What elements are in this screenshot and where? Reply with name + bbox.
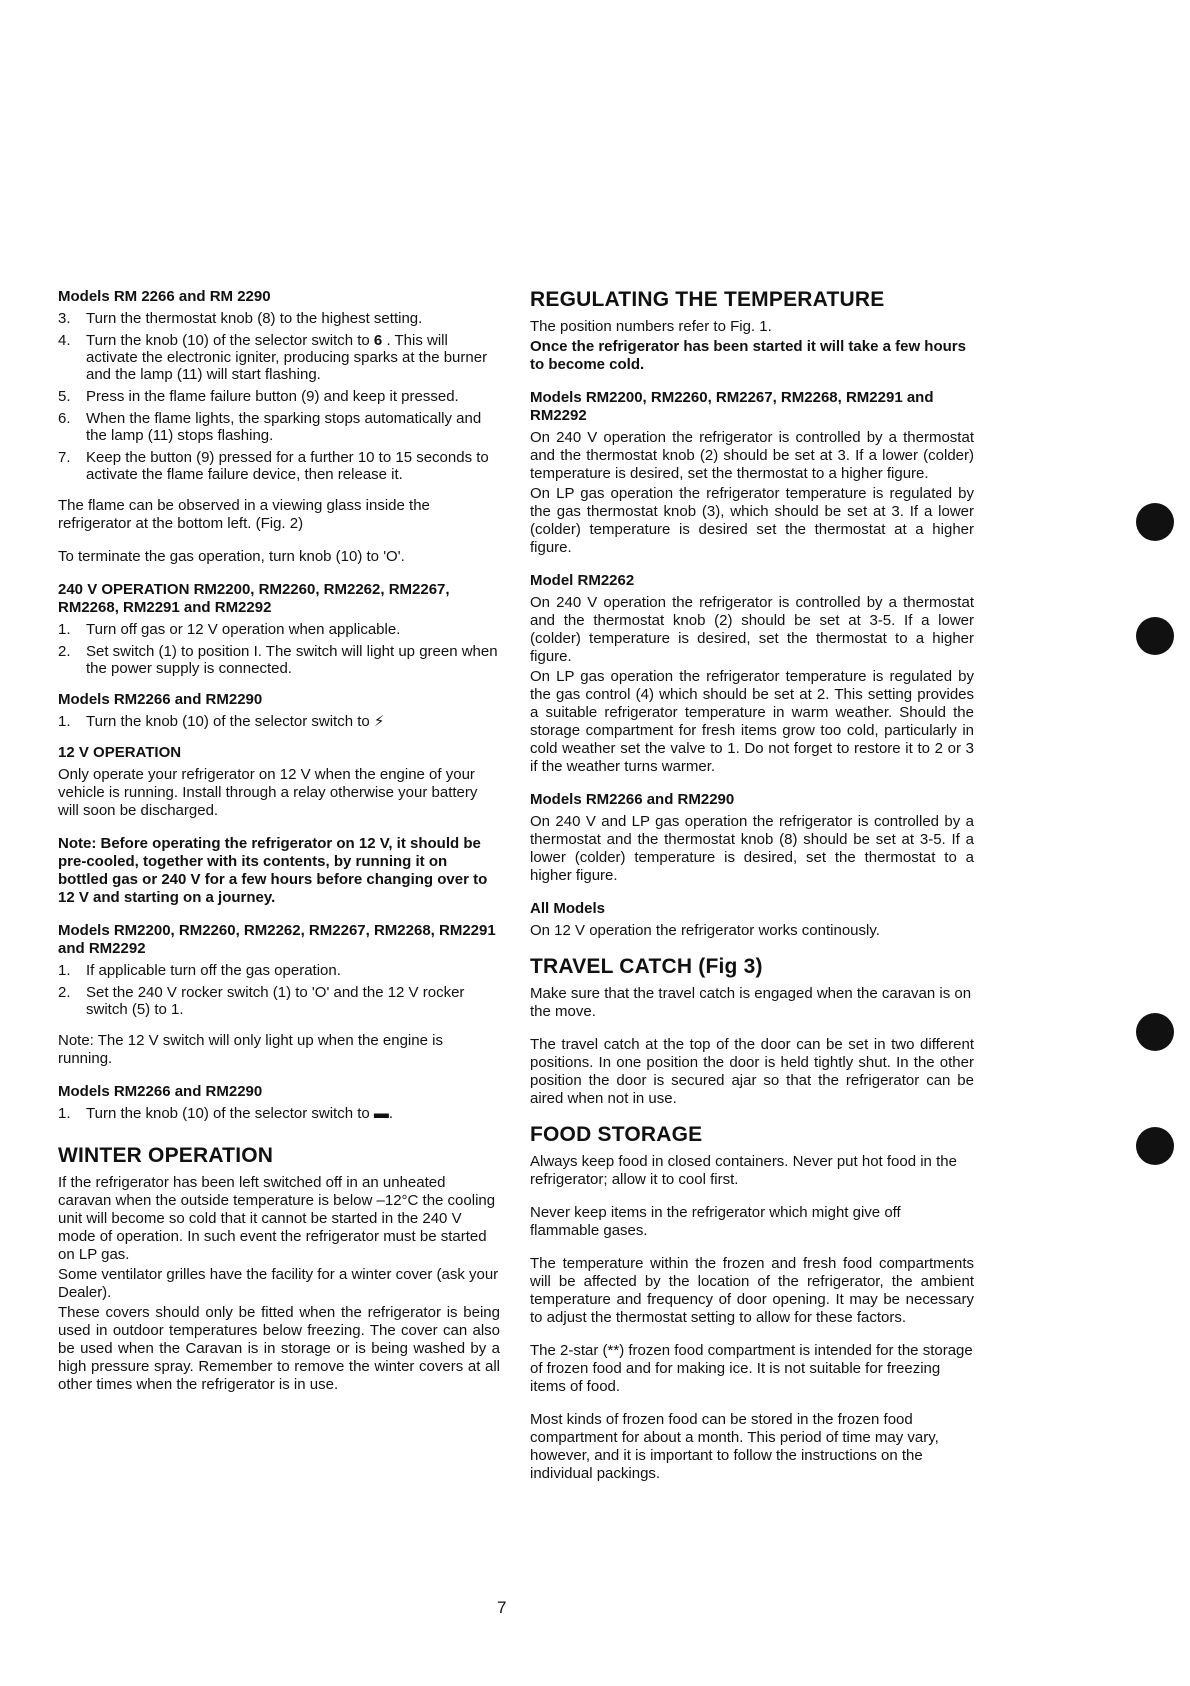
list-item: 3. Turn the thermostat knob (8) to the highest setting. — [58, 310, 423, 327]
all-models-paragraph: On 12 V operation the refrigerator works continously. — [530, 922, 880, 939]
model-rm2262-paragraph-1: On 240 V operation the refrigerator is controlled by a thermostat and the thermostat knob (2) should be set at 3-5. If a lower (colder) temperature is desired, set the thermostat to a higher figure. — [530, 594, 974, 665]
travel-catch-paragraph-2: The travel catch at the top of the door can be set in two different positions. In one position the door is held tightly shut. In the other position the door is secured ajar so that the refrigerator can be aired when not in use. — [530, 1036, 974, 1107]
model-rm2262-heading: Model RM2262 — [530, 572, 635, 589]
12v-operation-heading: 12 V OPERATION — [58, 744, 182, 761]
240v-models-rm2266-rm2290-heading: Models RM2266 and RM2290 — [58, 691, 263, 708]
models-group-1-heading: Models RM2200, RM2260, RM2267, RM2268, RM2291 and RM2292 — [530, 389, 934, 424]
left-column — [58, 288, 500, 1409]
battery-symbol-icon: ▬ — [373, 1105, 389, 1122]
food-storage-paragraph-3: The temperature within the frozen and fresh food compartments will be affected by the location of the refrigerator, the ambient temperature and frequency of door opening. It may be necessary to adjust the thermostat setting to allow for these factors. — [530, 1255, 974, 1326]
12v-models-rm2266-rm2290-heading: Models RM2266 and RM2290 — [58, 1083, 263, 1100]
regulating-temperature-heading: REGULATING THE TEMPERATURE — [530, 288, 885, 311]
models-group-1-paragraph-1: On 240 V operation the refrigerator is controlled by a thermostat and the thermostat knob (2) should be set at 3. If a lower (colder) temperature is desired, set the thermostat to a higher figure. — [530, 429, 974, 482]
list-item: 1. Turn the knob (10) of the selector switch to ▬. — [58, 1105, 394, 1122]
page-number: 7 — [497, 1598, 507, 1617]
model-rm2262-paragraph-2: On LP gas operation the refrigerator temperature is regulated by the gas control (4) which should be set at 2. This setting provides a suitable refrigerator temperature in warm weather. Should the storage compartment for fresh items grow too cold, particularly in cold weather set the valve to 1. Do not forget to restore it to 2 or 3 if the weather turns warmer. — [530, 668, 974, 775]
12v-knob-steps — [58, 1105, 500, 1122]
regulating-paragraph-2: Once the refrigerator has been started it will take a few hours to become cold. — [530, 338, 966, 373]
terminate-gas-text: To terminate the gas operation, turn knob (10) to 'O'. — [58, 548, 405, 565]
list-item: 2. Set the 240 V rocker switch (1) to 'O' and the 12 V rocker switch (5) to 1. — [58, 984, 465, 1018]
binder-hole-dot — [1136, 1127, 1174, 1165]
list-item: 1. Turn the knob (10) of the selector switch to ⚡ — [58, 713, 385, 730]
food-storage-heading: FOOD STORAGE — [530, 1123, 703, 1146]
flame-observation-text: The flame can be observed in a viewing glass inside the refrigerator at the bottom left. (Fig. 2) — [58, 497, 430, 532]
travel-catch-heading: TRAVEL CATCH (Fig 3) — [530, 955, 763, 978]
food-storage-paragraph-5: Most kinds of frozen food can be stored in the frozen food compartment for about a month. This period of time may vary, however, and it is important to follow the instructions on the individual packings. — [530, 1411, 939, 1482]
240v-knob-steps — [58, 713, 500, 730]
gas-start-steps — [58, 310, 500, 483]
plug-symbol-icon: ⚡ — [373, 713, 385, 730]
right-column — [530, 288, 974, 1498]
list-item: 5. Press in the flame failure button (9) and keep it pressed. — [58, 388, 459, 405]
winter-paragraph-3: These covers should only be fitted when the refrigerator is being used in outdoor temperatures below freezing. The cover can also be used when the Caravan is in storage or is being washed by a high pressure spray. Remember to remove the winter covers at all other times when the refrigerator is in use. — [58, 1304, 500, 1393]
models-group-1-paragraph-2: On LP gas operation the refrigerator temperature is regulated by the gas thermostat knob (3), which should be set at 3. If a lower (colder) temperature is desired set the thermostat at a higher figure. — [530, 485, 974, 556]
food-storage-paragraph-2: Never keep items in the refrigerator which might give off flammable gases. — [530, 1204, 901, 1239]
food-storage-paragraph-1: Always keep food in closed containers. Never put hot food in the refrigerator; allow it to cool first. — [530, 1153, 957, 1188]
binder-hole-dot — [1136, 503, 1174, 541]
list-item: 7. Keep the button (9) pressed for a further 10 to 15 seconds to activate the flame failure device, then release it. — [58, 449, 489, 483]
240v-steps — [58, 621, 500, 677]
binder-hole-dot — [1136, 1013, 1174, 1051]
travel-catch-paragraph-1: Make sure that the travel catch is engaged when the caravan is on the move. — [530, 985, 972, 1020]
12v-note-text: Note: Before operating the refrigerator on 12 V, it should be pre-cooled, together with its contents, by running it on bottled gas or 240 V for a few hours before changing over to 12 V and starting on a journey. — [58, 835, 488, 906]
list-item: 2. Set switch (1) to position I. The switch will light up green when the power supply is connected. — [58, 643, 498, 677]
regulating-paragraph-1: The position numbers refer to Fig. 1. — [530, 318, 772, 335]
list-item: 4. Turn the knob (10) of the selector switch to 6 . This will activate the electronic igniter, producing sparks at the burner and the lamp (11) will start flashing. — [58, 332, 488, 383]
flame-symbol-icon: 6 — [373, 332, 383, 349]
models-rm2266-rm2290-heading: Models RM 2266 and RM 2290 — [58, 288, 271, 305]
list-item: 1. Turn off gas or 12 V operation when applicable. — [58, 621, 401, 638]
winter-paragraph-2: Some ventilator grilles have the facility for a winter cover (ask your Dealer). — [58, 1266, 499, 1301]
12v-operation-text: Only operate your refrigerator on 12 V when the engine of your vehicle is running. Install through a relay otherwise your battery will soon be discharged. — [58, 766, 478, 819]
12v-steps — [58, 962, 500, 1018]
models-rm2266-rm2290-temp-heading: Models RM2266 and RM2290 — [530, 791, 735, 808]
all-models-heading: All Models — [530, 900, 606, 917]
12v-switch-note: Note: The 12 V switch will only light up when the engine is running. — [58, 1032, 443, 1067]
240v-operation-heading: 240 V OPERATION RM2200, RM2260, RM2262, RM2267, RM2268, RM2291 and RM2292 — [58, 581, 450, 616]
list-item: 6. When the flame lights, the sparking stops automatically and the lamp (11) stops flashing. — [58, 410, 482, 444]
winter-paragraph-1: If the refrigerator has been left switched off in an unheated caravan when the outside temperature is below –12°C the cooling unit will become so cold that it cannot be started in the 240 V mode of operation. In such event the refrigerator must be started on LP gas. — [58, 1174, 496, 1263]
list-item: 1. If applicable turn off the gas operation. — [58, 962, 341, 979]
winter-operation-heading: WINTER OPERATION — [58, 1144, 274, 1167]
binder-hole-dot — [1136, 617, 1174, 655]
12v-models-heading: Models RM2200, RM2260, RM2262, RM2267, RM2268, RM2291 and RM2292 — [58, 922, 496, 957]
models-rm2266-rm2290-temp-paragraph: On 240 V and LP gas operation the refrigerator is controlled by a thermostat and the thermostat knob (8) should be set at 3-5. If a lower (colder) temperature is desired, set the thermostat to a higher figure. — [530, 813, 974, 884]
food-storage-paragraph-4: The 2-star (**) frozen food compartment is intended for the storage of frozen food and for making ice. It is not suitable for freezing items of food. — [530, 1342, 973, 1395]
